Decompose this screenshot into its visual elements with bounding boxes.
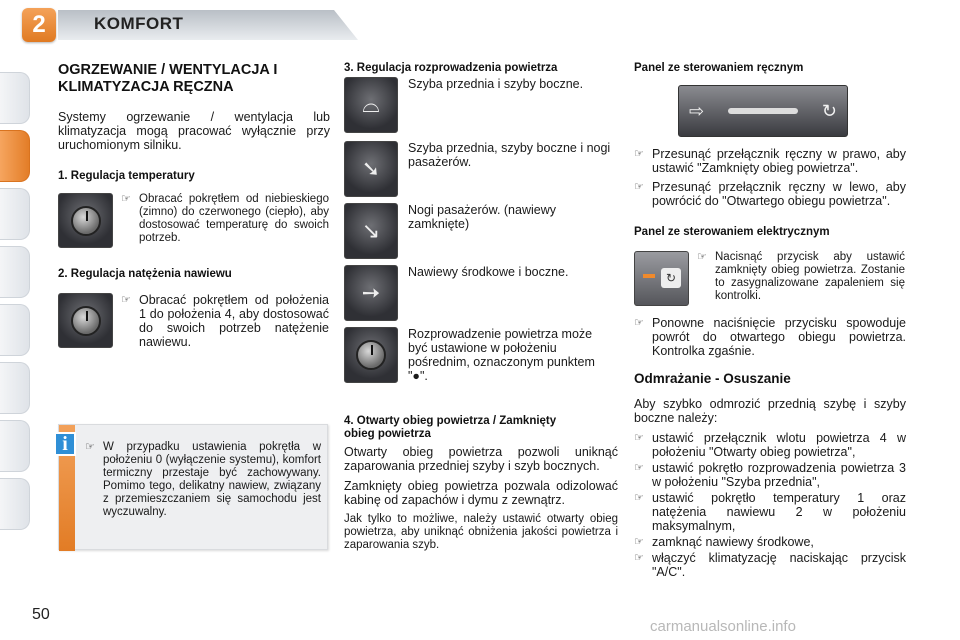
mode-row <box>344 327 618 385</box>
bullet-icon: ☞ <box>634 492 644 504</box>
bullet-icon: ☞ <box>121 294 131 306</box>
side-tab-5[interactable] <box>0 304 30 356</box>
bullet-icon: ☞ <box>697 251 707 263</box>
recirculation-button-icon <box>634 251 689 306</box>
bullet-icon: ☞ <box>634 317 644 329</box>
column-middle <box>344 62 618 558</box>
side-tab-2-active[interactable] <box>0 130 30 182</box>
manual-bullet-2: Przesunąć przełącznik ręczny w lewo, aby powrócić do "Otwartego obiegu powietrza". <box>652 180 906 208</box>
defrost-step: ustawić przełącznik wlotu powietrza 4 w położeniu "Otwarty obieg powietrza", <box>652 431 906 459</box>
bullet-icon: ☞ <box>634 536 644 548</box>
mode-text: Nawiewy środkowe i boczne. <box>408 265 569 279</box>
distribution-knob-icon <box>344 327 398 383</box>
fan-speed-text: Obracać pokrętłem od położenia 1 do położenia 4, aby dostosować do swoich potrzeb natężenie nawiewu. <box>139 293 329 349</box>
defrost-intro: Aby szybko odmrozić przednią szybę i szyby boczne należy: <box>634 397 906 425</box>
defrost-step: ustawić pokrętło rozprowadzenia powietrza 3 w położeniu "Szyba przednia", <box>652 461 906 489</box>
electric-bullet-2: Ponowne naciśnięcie przycisku spowoduje powrót do otwartego obiegu powietrza. Kontrolka zgaśnie. <box>652 316 906 358</box>
side-tab-3[interactable] <box>0 188 30 240</box>
bullet-icon: ☞ <box>634 148 644 160</box>
defrost-step: włączyć klimatyzację naciskając przycisk "A/C". <box>652 551 906 579</box>
recirculation-title: 4. Otwarty obieg powietrza / Zamknięty obieg powietrza <box>344 415 557 440</box>
bullet-icon: ☞ <box>634 462 644 474</box>
column-right <box>634 62 906 581</box>
windscreen-feet-icon: ➘ <box>344 141 398 197</box>
side-chapter-tabs <box>0 72 40 536</box>
bullet-icon: ☞ <box>634 552 644 564</box>
electric-panel-title: Panel ze sterowaniem elektrycznym <box>634 226 830 238</box>
side-tab-8[interactable] <box>0 478 30 530</box>
mode-row <box>344 141 618 197</box>
mode-row <box>344 77 618 133</box>
recirculation-p3: Jak tylko to możliwe, należy ustawić otwarty obieg powietrza, aby uniknąć obniżenia jakości powietrza i zaparowania szyb. <box>344 513 618 551</box>
temperature-text: Obracać pokrętłem od niebieskiego (zimno) do czerwonego (ciepło), aby dostosować temperaturę do swoich potrzeb. <box>139 193 329 244</box>
fan-speed-title: 2. Regulacja natężenia nawiewu <box>58 268 232 280</box>
mode-text: Nogi pasażerów. (nawiewy zamknięte) <box>408 203 556 231</box>
distribution-title: 3. Regulacja rozprowadzenia powietrza <box>344 62 558 74</box>
feet-vent-icon: ↘ <box>344 203 398 259</box>
face-vent-icon: ➙ <box>344 265 398 321</box>
indicator-led <box>643 274 655 278</box>
side-tab-7[interactable] <box>0 420 30 472</box>
bullet-icon: ☞ <box>85 441 95 453</box>
side-tab-4[interactable] <box>0 246 30 298</box>
chapter-badge: 2 <box>22 8 56 42</box>
column-left <box>58 62 330 354</box>
fan-speed-knob-icon <box>58 293 113 348</box>
side-tab-1[interactable] <box>0 72 30 124</box>
mode-text: Rozprowadzenie powietrza może być ustawione w położeniu pośrednim, oznaczonym punktem "●". <box>408 327 595 383</box>
recirculation-p1: Otwarty obieg powietrza pozwoli uniknąć zaparowania przedniej szyby i szyb bocznych. <box>344 445 618 473</box>
electric-bullet-1: Nacisnąć przycisk aby ustawić zamknięty obieg powietrza. Zostanie to zasygnalizowane zapaleniem się kontrolki. <box>715 251 905 302</box>
page-number: 50 <box>32 606 50 623</box>
temperature-title: 1. Regulacja temperatury <box>58 170 195 182</box>
bullet-icon: ☞ <box>634 181 644 193</box>
temperature-knob-icon <box>58 193 113 248</box>
mode-text: Szyba przednia, szyby boczne i nogi pasażerów. <box>408 141 611 169</box>
recirculation-p2: Zamknięty obieg powietrza pozwala odizolować kabinę od zapachów i dymu z zewnątrz. <box>344 479 618 507</box>
info-note <box>85 441 321 519</box>
recirculation-button[interactable]: ↻ <box>661 268 681 288</box>
recirculation-slider[interactable] <box>728 108 798 114</box>
info-icon: i <box>54 432 76 456</box>
info-text: W przypadku ustawienia pokrętła w położeniu 0 (wyłączenie systemu), komfort termiczny przestaje być zachowywany. Pomimo tego, delikatny nawiew, związany z przemieszczaniem się samochodu jest wyczuwalny. <box>103 441 321 518</box>
bullet-icon: ☞ <box>634 432 644 444</box>
closed-circuit-icon: ↻ <box>821 101 837 121</box>
defrost-step: zamknąć nawiewy środkowe, <box>652 535 814 549</box>
open-circuit-icon: ⇨ <box>689 101 705 121</box>
defrost-heading: Odmrażanie - Osuszanie <box>634 371 791 386</box>
intro-text: Systemy ogrzewanie / wentylacja lub klimatyzacja mogą pracować wyłącznie przy uruchomionym silniku. <box>58 110 330 152</box>
side-tab-6[interactable] <box>0 362 30 414</box>
section-heading: OGRZEWANIE / WENTYLACJA I KLIMATYZACJA RĘCZNA <box>58 62 278 95</box>
page-title: KOMFORT <box>94 14 184 33</box>
manual-panel-title: Panel ze sterowaniem ręcznym <box>634 62 804 74</box>
mode-row <box>344 265 618 321</box>
info-box <box>58 424 328 550</box>
manual-bullet-1: Przesunąć przełącznik ręczny w prawo, aby ustawić "Zamknięty obieg powietrza". <box>652 147 906 175</box>
defrost-step: ustawić pokrętło temperatury 1 oraz natężenia nawiewu 2 w położeniu maksymalnym, <box>652 491 906 533</box>
windscreen-demist-icon: ⌓ <box>344 77 398 133</box>
mode-row <box>344 203 618 259</box>
manual-recirculation-panel <box>678 85 848 137</box>
bullet-icon: ☞ <box>121 193 131 205</box>
header-bar <box>0 0 960 48</box>
watermark: carmanualsonline.info <box>650 618 796 635</box>
mode-text: Szyba przednia i szyby boczne. <box>408 77 584 91</box>
